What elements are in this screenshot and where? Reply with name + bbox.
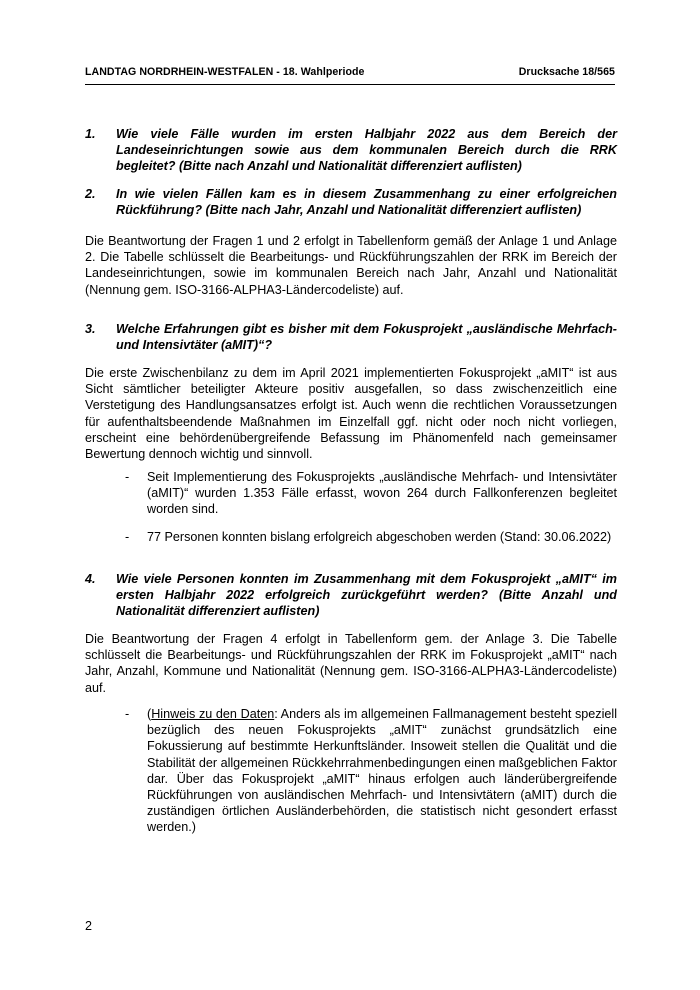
answer-3: Die erste Zwischenbilanz zu dem im April 2021 implementierten Fokusprojekt „aMIT“ ist aus Sicht sämtlicher beteiligter Akteure positiv ausgefallen, so dass zwischenzeitlich eine Verstetigung des Handlungsansatzes erfolgt ist. Auch wenn die rechtlichen Voraussetzungen für aufenthaltsbeendende Maßnahmen im Einzelfall ggf. nicht oder noch nicht vorliegen, erscheint eine behördenübergreifende Befassung im Phänomenfeld nach gemeinsamer Bewertung dennoch wichtig und sinnvoll. <box>85 366 617 462</box>
answer-4-note <box>85 706 617 836</box>
page-header <box>85 66 615 78</box>
header-parliament: LANDTAG NORDRHEIN-WESTFALEN - 18. Wahlperiode <box>85 66 365 78</box>
answer-3-bullet-2 <box>85 529 617 545</box>
note-label: Hinweis zu den Daten <box>151 707 275 721</box>
answer-3-bullet-1 <box>85 469 617 518</box>
bullet-text: Seit Implementierung des Fokusprojekts „ausländische Mehrfach- und Intensivtäter (aMIT)“ wurden 1.353 Fälle erfasst, wovon 264 durch Fallkonferenzen begleitet worden sind. <box>147 470 617 517</box>
page-number: 2 <box>85 919 93 933</box>
answer-4: Die Beantwortung der Fragen 4 erfolgt in Tabellenform gem. der Anlage 3. Die Tabelle schlüsselt die Bearbeitungs- und Rückführungszahlen der RRK im Fokusprojekt „aMIT“ nach Jahr, Anzahl, Kommune und Nationalität (Nennung gem. ISO-3166-ALPHA3-Ländercodeliste) auf. <box>85 632 617 695</box>
question-3 <box>85 321 617 353</box>
bullet-dash: - <box>125 530 130 544</box>
question-number: 4. <box>85 572 96 586</box>
question-text: Wie viele Personen konnten im Zusammenhang mit dem Fokusprojekt „aMIT“ im ersten Halbjahr 2022 erfolgreich zurückgeführt werden? (Bitte Anzahl und Nationalität differenziert auflisten) <box>116 572 617 619</box>
bullet-dash: - <box>125 707 130 721</box>
answer-1-2: Die Beantwortung der Fragen 1 und 2 erfolgt in Tabellenform gemäß der Anlage 1 und Anlage 2. Die Tabelle schlüsselt die Bearbeitungs- und Rückführungszahlen der RRK im Bereich der Landeseinrichtungen, sowie im kommunalen Bereich nach Jahr, Anzahl und Nationalität (Nennung gem. ISO-3166-ALPHA3-Ländercodeliste) auf. <box>85 234 617 297</box>
bullet-dash: - <box>125 470 130 484</box>
question-number: 3. <box>85 322 96 336</box>
note-body: : Anders als im allgemeinen Fallmanagement besteht speziell bezüglich des neuen Fokusprojekts „aMIT“ zunächst grundsätzlich eine Fokussierung auf bestimmte Herkunftsländer. Insoweit stellen die Qualität und die Stabilität der allgemeinen Rückkehrrahmenbedingungen einen maßgeblichen Faktor dar. Über das Fokusprojekt „aMIT“ hinaus erfolgen auch länderübergreifende Rückführungen von ausländischen Mehrfach- und Intensivtätern (aMIT) durch die zuständigen örtlichen Ausländerbehörden, die statistisch nicht gesondert erfasst werden.) <box>147 707 617 835</box>
question-text: Wie viele Fälle wurden im ersten Halbjahr 2022 aus dem Bereich der Landeseinrichtungen sowie aus dem kommunalen Bereich durch die RRK begleitet? (Bitte nach Anzahl und Nationalität differenziert auflisten) <box>116 127 617 174</box>
header-divider <box>85 84 615 85</box>
data-note-text <box>147 706 617 836</box>
question-text: Welche Erfahrungen gibt es bisher mit dem Fokusprojekt „ausländische Mehrfach- und Intensivtäter (aMIT)“? <box>116 322 617 353</box>
note-paren: ( <box>147 707 152 721</box>
question-2 <box>85 186 617 218</box>
question-number: 2. <box>85 187 96 201</box>
bullet-text: 77 Personen konnten bislang erfolgreich abgeschoben werden (Stand: 30.06.2022) <box>147 530 612 544</box>
question-number: 1. <box>85 127 96 141</box>
question-text: In wie vielen Fällen kam es in diesem Zusammenhang zu einer erfolgreichen Rückführung? (Bitte nach Jahr, Anzahl und Nationalität differenziert auflisten) <box>116 187 617 218</box>
question-1 <box>85 126 617 175</box>
question-4 <box>85 571 617 620</box>
header-document-number: Drucksache 18/565 <box>518 66 615 78</box>
